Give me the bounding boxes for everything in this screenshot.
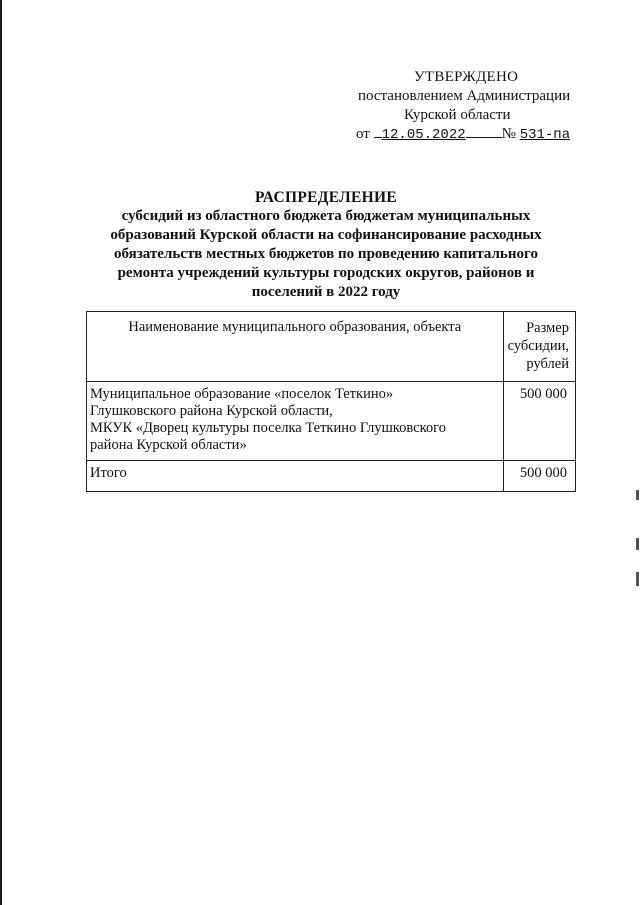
heading-line-5: поселений в 2022 году: [251, 284, 401, 300]
header-amount-line-2: субсидии,: [507, 338, 569, 354]
total-amount-cell: 500 000: [503, 461, 575, 492]
row-amount-cell: 500 000: [503, 382, 575, 461]
document-title: РАСПРЕДЕЛЕНИЕ: [255, 189, 397, 206]
approval-by-line: постановлением Администрации: [358, 88, 571, 104]
header-name-cell: Наименование муниципального образования, объекта: [87, 312, 504, 382]
date-prefix: от: [356, 126, 370, 142]
heading-line-2: образований Курской области на софинансирование расходных: [110, 227, 542, 243]
scan-artifact-marks: [632, 490, 640, 610]
page-left-edge: [0, 0, 2, 905]
table-total-row: [87, 461, 576, 492]
approval-region-line: Курской области: [404, 107, 511, 123]
heading-line-3: обязательств местных бюджетов по проведению капитального: [114, 246, 538, 262]
table-row: [87, 382, 576, 461]
table-header-row: [87, 312, 576, 382]
header-amount-line-3: рублей: [526, 356, 569, 372]
heading-line-1: субсидий из областного бюджета бюджетам муниципальных: [121, 208, 531, 224]
number-value: 531-па: [519, 127, 571, 143]
header-amount-cell: [503, 312, 575, 382]
row-name-cell: [87, 382, 504, 461]
header-amount-line-1: Размер: [526, 320, 569, 336]
row-name-line-1: Муниципальное образование «поселок Теткино»: [90, 386, 394, 402]
heading-line-4: ремонта учреждений культуры городских округов, районов и: [117, 265, 535, 281]
approval-block: [350, 68, 580, 145]
total-label-cell: Итого: [87, 461, 504, 492]
date-value: 12.05.2022: [381, 127, 466, 143]
document-heading: [88, 188, 564, 302]
row-name-line-2: Глушковского района Курской области,: [90, 403, 333, 419]
row-name-line-3: МКУК «Дворец культуры поселка Теткино Глушковского: [90, 420, 446, 436]
subsidy-table: [86, 311, 576, 492]
row-name-line-4: района Курской области»: [90, 437, 247, 453]
number-prefix: №: [501, 126, 516, 142]
approval-title: УТВЕРЖДЕНО: [414, 69, 519, 85]
approval-date-line: [350, 125, 580, 145]
